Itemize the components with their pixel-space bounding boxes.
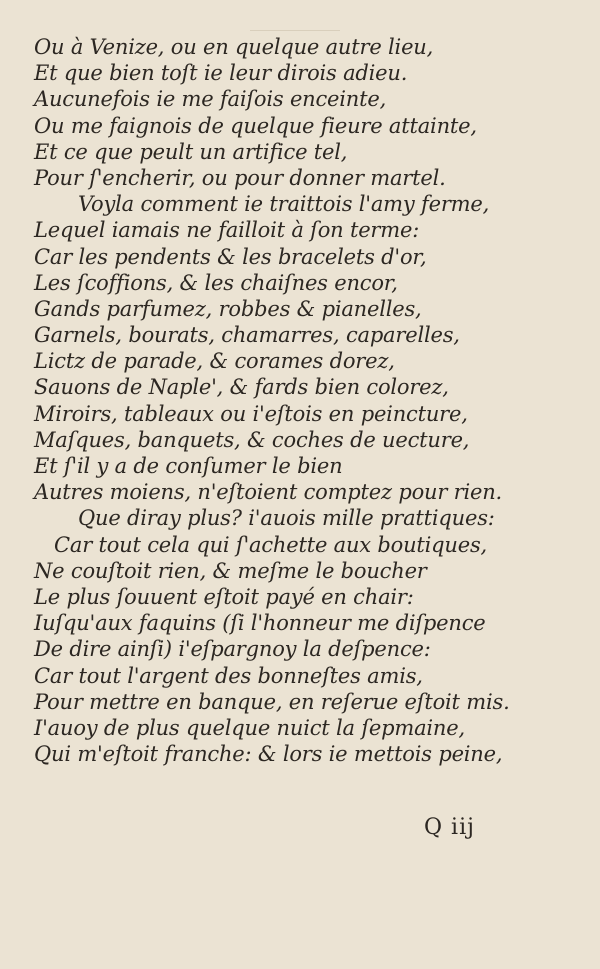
verse-line-23: Iuſqu'aux faquins (ſi l'honneur me diſpence [34,611,486,636]
verse-line-22: Le plus ſouuent eſtoit payé en chair: [34,584,414,609]
verse-line-21: Ne couſtoit rien, & meſme le boucher [34,558,427,583]
verse-line-1: Ou à Venize, ou en quelque autre lieu, [34,35,434,59]
verse-line-14: Sauons de Naple', & fards bien colorez, [34,375,449,400]
verse-line-9: Car les pendents & les bracelets d'or, [34,244,427,269]
verse-line-26: Pour mettre en banque, en reſerue eſtoit mis. [34,689,510,714]
verse-line-13: Lictz de parade, & corames dorez, [34,349,395,374]
verse-line-24: De dire ainſi) i'eſpargnoy la deſpence: [34,637,431,662]
verse-line-18: Autres moiens, n'eſtoient comptez pour rien. [34,480,503,505]
verse-line-3: Aucunefois ie me faiſois enceinte, [34,87,387,112]
verse-line-28: Qui m'eſtoit franche: & lors ie mettois peine, [34,742,503,767]
verse-line-27: I'auoy de plus quelque nuict la ſepmaine, [34,715,465,740]
verse-line-15: Miroirs, tableaux ou i'eſtois en peincture, [34,401,468,426]
verse-line-19: Que diray plus? i'auois mille prattiques: [78,506,495,531]
verse-line-7: Voyla comment ie traittois l'amy ferme, [78,192,490,217]
verse-line-12: Garnels, bourats, chamarres, caparelles, [34,323,460,348]
verse-line-16: Maſques, banquets, & coches de uecture, [34,427,470,452]
verse-line-6: Pour ſ'encherir, ou pour donner martel. [34,165,446,190]
verse-line-10: Les ſcoffions, & les chaiſnes encor, [34,270,398,295]
verse-line-17: Et ſ'il y a de conſumer le bien [34,454,343,478]
poem-text [34,34,574,767]
verse-line-2: Et que bien toſt ie leur dirois adieu. [34,61,408,86]
verse-line-4: Ou me faignois de quelque fieure attainte, [34,113,477,138]
verse-line-5: Et ce que peult un artifice tel, [34,139,348,164]
verse-line-8: Lequel iamais ne failloit à ſon terme: [34,218,420,243]
signature-mark: Q iij [424,815,475,840]
verse-line-20: Car tout cela qui ſ'achette aux boutiques, [54,532,488,557]
verse-line-25: Car tout l'argent des bonneſtes amis, [34,663,423,688]
bleed-through-line [250,30,340,31]
verse-line-11: Gands parfumez, robbes & pianelles, [34,296,422,321]
